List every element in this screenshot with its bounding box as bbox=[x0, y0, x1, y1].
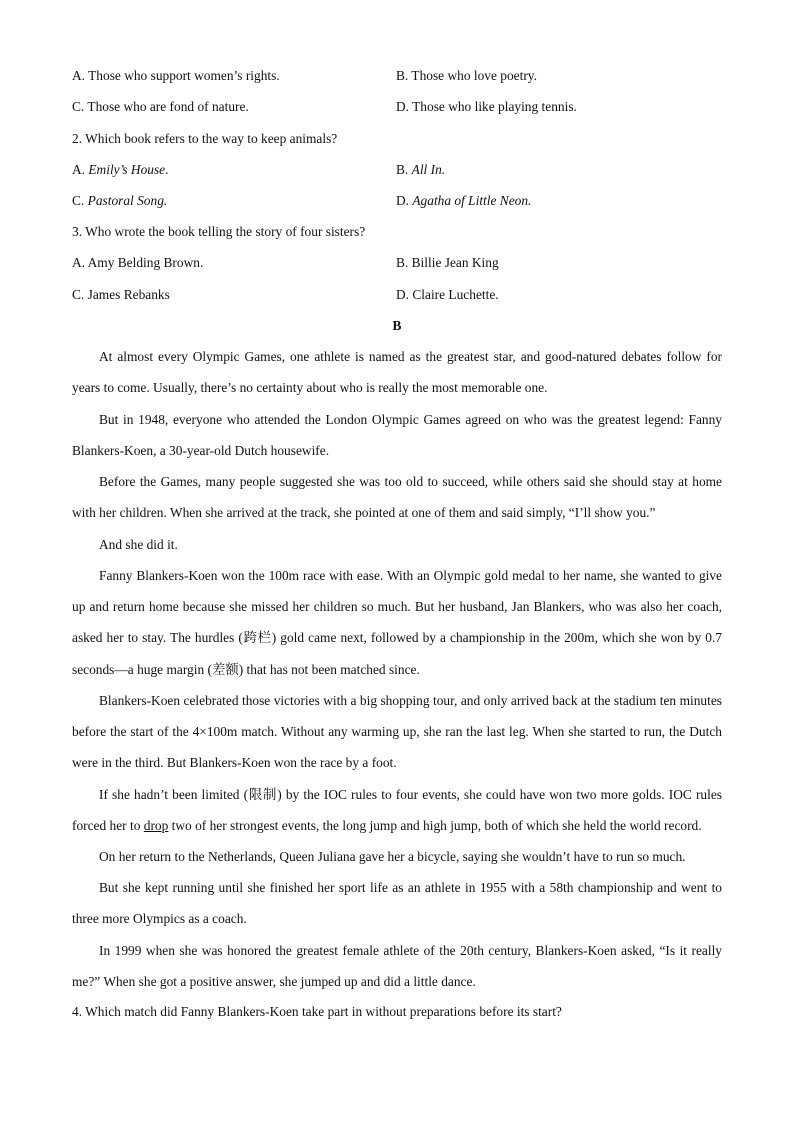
passage-paragraph: But in 1948, everyone who attended the London Olympic Games agreed on who was the greatest legend: Fanny Blankers-Koen, a 30-year-old Dutch housewife. bbox=[72, 412, 722, 459]
passage-paragraph: At almost every Olympic Games, one athlete is named as the greatest star, and good-natured debates follow for years to come. Usually, there’s no certainty about who is really the most memorable one. bbox=[72, 349, 722, 396]
q4-question: 4. Which match did Fanny Blankers-Koen take part in without preparations before its start? bbox=[72, 1004, 562, 1019]
p7-after: two of her strongest events, the long jump and high jump, both of which she held the world record. bbox=[168, 818, 702, 834]
q2-option-b-prefix: B. bbox=[396, 162, 412, 177]
passage-paragraph: And she did it. bbox=[99, 537, 178, 552]
q1-option-a[interactable]: A. Those who support women’s rights. bbox=[72, 68, 280, 83]
q3-option-c[interactable]: C. James Rebanks bbox=[72, 287, 170, 302]
passage-paragraph: Fanny Blankers-Koen won the 100m race with ease. With an Olympic gold medal to her name, she wanted to give up and return home because she missed her children so much. But her husband, Jan Blankers, who was also her coach, asked her to stay. The hurdles (跨栏) gold came next, followed by a championship in the 200m, which she won by 0.7 seconds—a huge margin (差额) that has not been matched since. bbox=[72, 568, 722, 677]
q2-question: 2. Which book refers to the way to keep animals? bbox=[72, 131, 338, 146]
q3-option-a[interactable]: A. Amy Belding Brown. bbox=[72, 255, 204, 270]
q2-option-c[interactable] bbox=[72, 193, 167, 209]
q2-option-a-suffix: . bbox=[165, 162, 169, 177]
q2-option-a-prefix: A. bbox=[72, 162, 89, 177]
q1-option-d[interactable]: D. Those who like playing tennis. bbox=[396, 99, 577, 114]
passage-paragraph: Blankers-Koen celebrated those victories with a big shopping tour, and only arrived back at the stadium ten minutes before the start of the 4×100m match. Without any warming up, she ran the last leg. When she started to run, the Dutch were in the third. But Blankers-Koen won the race by a foot. bbox=[72, 693, 722, 771]
passage-paragraph: In 1999 when she was honored the greatest female athlete of the 20th century, Blankers-Koen asked, “Is it really me?” When she got a positive answer, she jumped up and did a little dance. bbox=[72, 943, 722, 990]
passage-paragraph bbox=[72, 779, 722, 841]
q2-option-d[interactable] bbox=[396, 193, 531, 209]
q3-option-d[interactable]: D. Claire Luchette. bbox=[396, 287, 499, 302]
q1-option-c[interactable]: C. Those who are fond of nature. bbox=[72, 99, 249, 114]
q3-option-b[interactable]: B. Billie Jean King bbox=[396, 255, 499, 270]
q2-option-a-title: Emily’s House bbox=[88, 162, 166, 177]
p7-before: If she hadn’t been limited (限制) by the IOC rules to four events, she could have won two more golds. IOC rules forced her to bbox=[72, 787, 722, 834]
q2-option-c-prefix: C. bbox=[72, 193, 88, 208]
passage-paragraph: But she kept running until she finished her sport life as an athlete in 1955 with a 58th championship and went to three more Olympics as a coach. bbox=[72, 880, 722, 927]
q3-question: 3. Who wrote the book telling the story of four sisters? bbox=[72, 224, 366, 239]
passage-paragraph: On her return to the Netherlands, Queen Juliana gave her a bicycle, saying she wouldn’t have to run so much. bbox=[99, 849, 686, 864]
q1-option-b[interactable]: B. Those who love poetry. bbox=[396, 68, 537, 83]
passage-paragraph: Before the Games, many people suggested she was too old to succeed, while others said she should stay at home with her children. When she arrived at the track, she pointed at one of them and said simply, “I’ll show you.” bbox=[72, 474, 722, 521]
underlined-word-drop: drop bbox=[143, 818, 169, 834]
q2-option-a[interactable] bbox=[72, 162, 168, 178]
q2-option-c-title: Pastoral Song. bbox=[87, 193, 168, 208]
section-heading: B bbox=[392, 318, 402, 333]
q2-option-d-title: Agatha of Little Neon. bbox=[412, 193, 532, 208]
q2-option-d-prefix: D. bbox=[396, 193, 413, 208]
q2-option-b-title: All In. bbox=[411, 162, 446, 177]
q2-option-b[interactable] bbox=[396, 162, 445, 178]
